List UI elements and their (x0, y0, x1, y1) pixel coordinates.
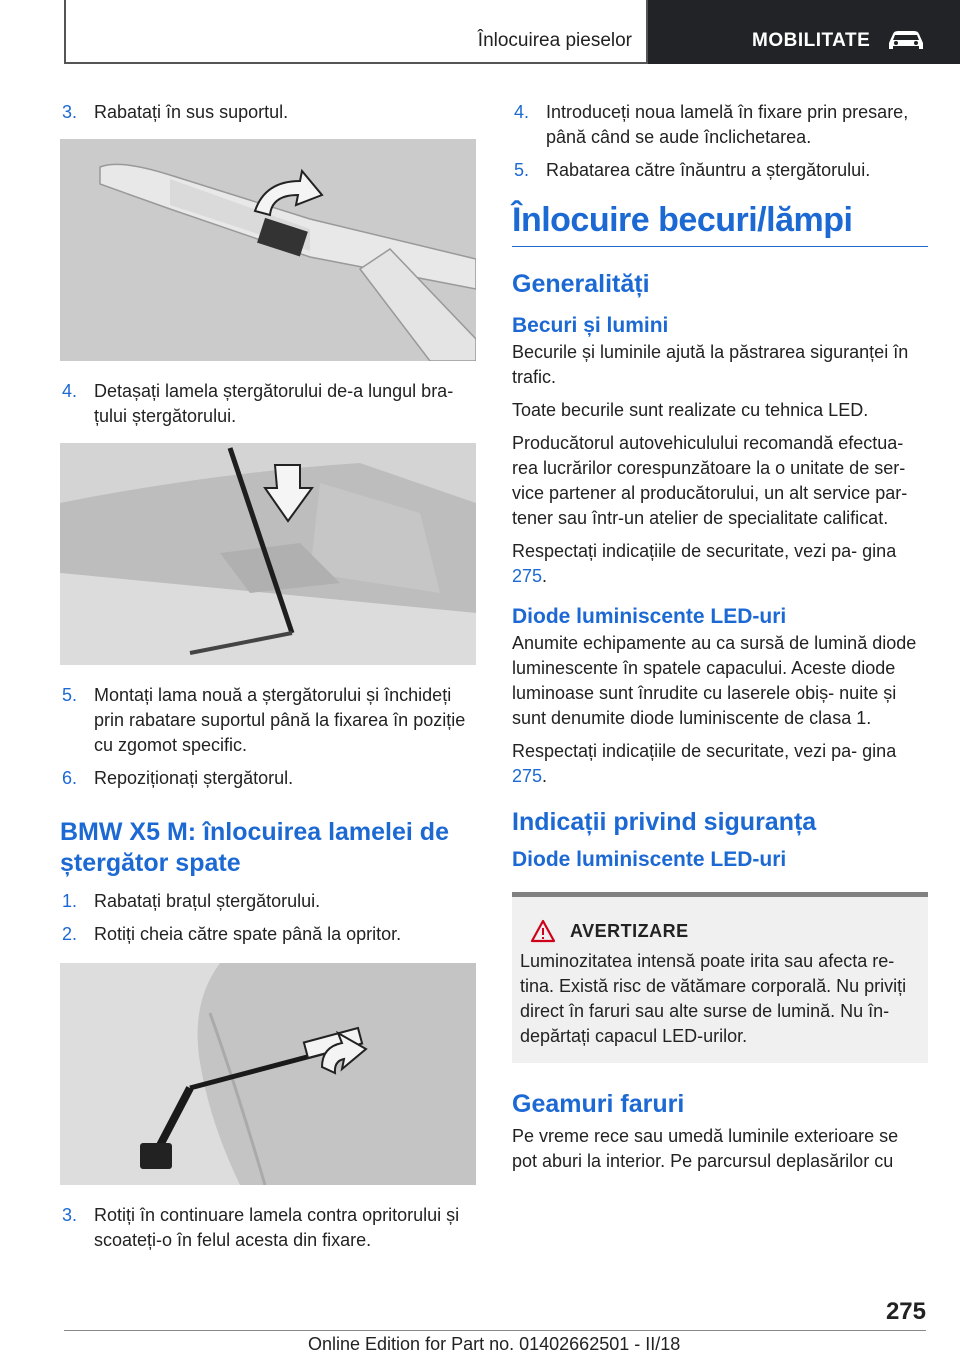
step-text: Rabatarea către înăuntru a ștergătorului. (546, 160, 871, 180)
step-number: 6. (62, 768, 78, 788)
paragraph: Pe vreme rece sau umedă luminile exterioare se pot aburi la interior. Pe parcursul deplasărilor cu (512, 1126, 899, 1171)
step-item (60, 1203, 476, 1253)
step-item (60, 100, 476, 125)
footer-divider (64, 1330, 926, 1331)
heading-general: Generalități (512, 270, 650, 298)
step-text: Detașați lamela ștergătorului de-a lungul bra- țului ștergătorului. (94, 381, 454, 426)
footer-edition: Online Edition for Part no. 01402662501 - II/18 (308, 1334, 681, 1354)
left-column (60, 100, 476, 1261)
warning-title: AVERTIZARE (570, 920, 689, 941)
page-number: 275 (885, 1298, 926, 1325)
paragraph: Becurile și luminile ajută la păstrarea siguranței în trafic. (512, 342, 909, 387)
step-text: Rabatați în sus suportul. (94, 102, 289, 122)
step-text: Montați lama nouă a ștergătorului și închideți prin rabatare suportul până la fixarea în poziție cu zgomot specific. (94, 685, 466, 755)
step-number: 5. (514, 160, 530, 180)
wiper-arm-image (60, 139, 476, 361)
step-text: Rotiți în continuare lamela contra opritorului și scoateți-o în felul acesta din fixare. (94, 1205, 460, 1250)
heading-bulbs: Becuri și lumini (512, 314, 669, 337)
step-text: Introduceți noua lamelă în fixare prin presare, până când se aude înclichetarea. (546, 102, 909, 147)
header-chapter-box (648, 0, 960, 64)
step-item (60, 889, 476, 914)
step-item (512, 100, 928, 150)
safety-reference: Respectați indicațiile de securitate, vezi pa- gina 275. (512, 741, 897, 786)
step-number: 3. (62, 102, 78, 122)
page-link[interactable]: 275 (512, 566, 543, 586)
step-text: Rabatați brațul ștergătorului. (94, 891, 321, 911)
step-item (512, 158, 928, 183)
page-link[interactable]: 275 (512, 766, 543, 786)
paragraph: Toate becurile sunt realizate cu tehnica LED. (512, 400, 869, 420)
header-section-box (64, 0, 648, 64)
windshield-wiper-image (60, 443, 476, 665)
step-item (60, 683, 476, 758)
step-item (60, 379, 476, 429)
step-number: 5. (62, 685, 78, 705)
chapter-title: Înlocuire becuri/lămpi (512, 201, 928, 247)
heading-led: Diode luminiscente LED-uri (512, 605, 787, 628)
heading-led-safety: Diode luminiscente LED-uri (512, 848, 787, 871)
right-column (512, 100, 928, 1182)
paragraph: Anumite echipamente au ca sursă de lumină diode luminescente în spatele capacului. Aceste diode luminoase sunt înrudite cu laserele obiș- nuite și sunt denumite diode luminiscente de clasa 1. (512, 633, 917, 728)
step-text: Repoziționați ștergătorul. (94, 768, 294, 788)
heading-headlight-glass: Geamuri faruri (512, 1090, 685, 1118)
header-section-title: Înlocuirea pieselor (477, 30, 632, 51)
step-number: 2. (62, 924, 78, 944)
step-text: Rotiți cheia către spate până la opritor. (94, 924, 402, 944)
step-number: 1. (62, 891, 78, 911)
section-heading-rear-wiper: BMW X5 M: înlocuirea lamelei de ștergător spate (60, 818, 449, 877)
paragraph: Producătorul autovehiculului recomandă efectua- rea lucrărilor corespunzătoare la o unitate de ser- vice partener al producătorului, un alt service par- tener sau într-un atelier de specialitate calificat. (512, 433, 908, 528)
step-item (60, 922, 476, 947)
warning-header (520, 919, 920, 943)
step-number: 3. (62, 1205, 78, 1225)
header-chapter-title: MOBILITATE (752, 30, 871, 51)
step-number: 4. (514, 102, 530, 122)
step-item (60, 766, 476, 791)
rear-wiper-image (60, 963, 476, 1185)
safety-reference: Respectați indicațiile de securitate, vezi pa- gina 275. (512, 541, 897, 586)
warning-box (512, 892, 928, 1063)
heading-safety: Indicații privind siguranța (512, 808, 817, 836)
warning-text: Luminozitatea intensă poate irita sau afecta re- tina. Există risc de vătămare corporală. Nu priviți direct în faruri sau alte surse de lumină. Nu în- depărtați capacul LED-urilor. (520, 951, 907, 1046)
car-icon (886, 28, 926, 52)
step-number: 4. (62, 381, 78, 401)
warning-triangle-icon (530, 919, 556, 943)
